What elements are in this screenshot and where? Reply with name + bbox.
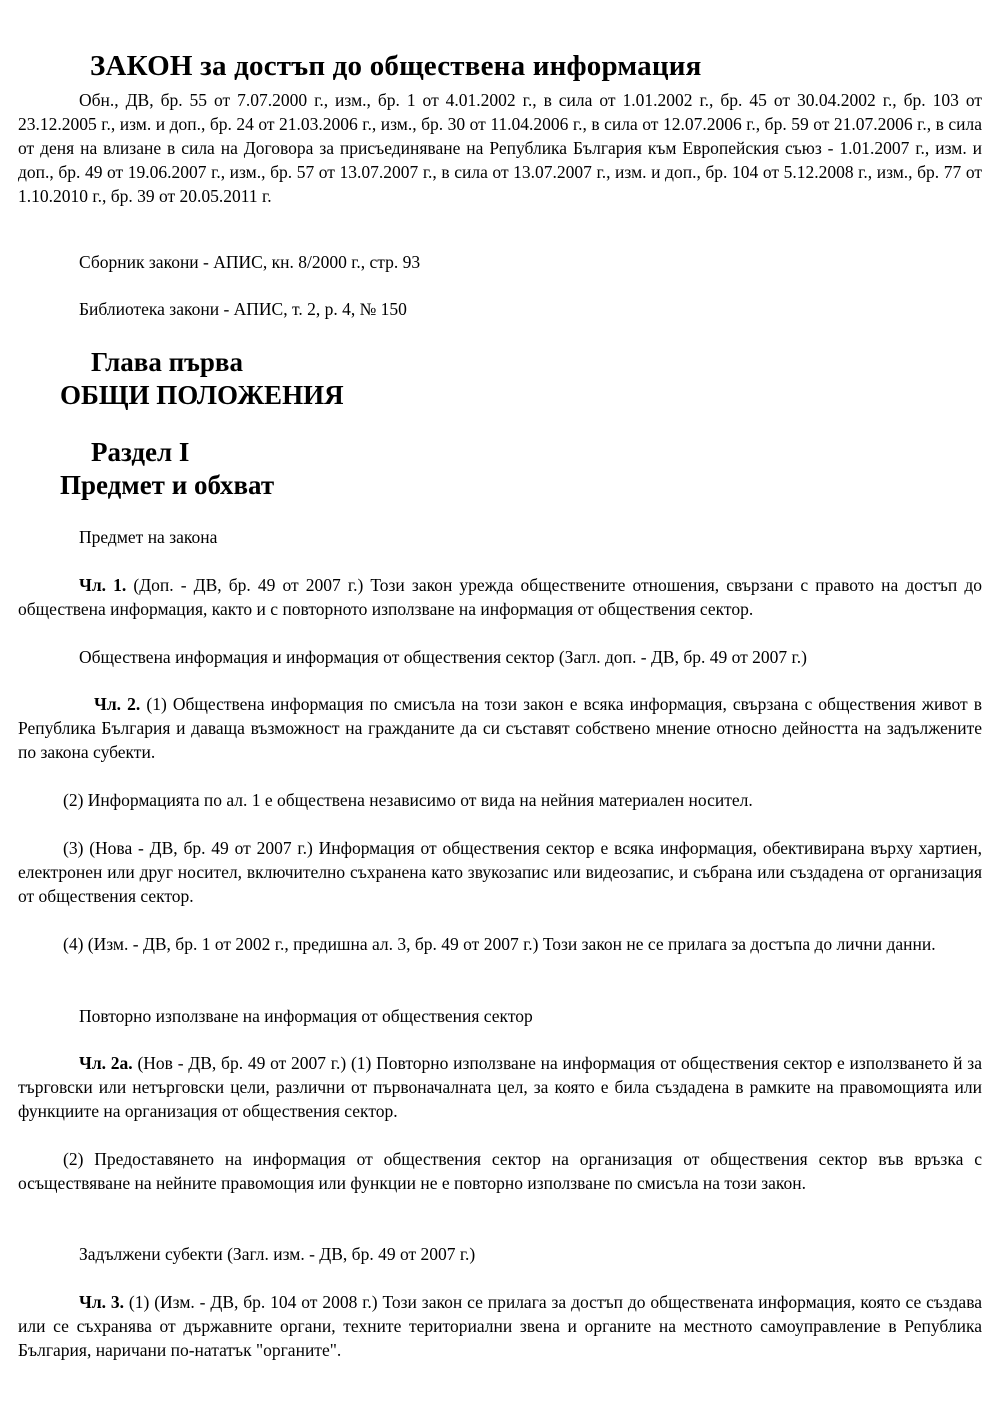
article-2-paragraph-2: (2) Информацията по ал. 1 е обществена независимо от вида на нейния материален носител.: [63, 790, 753, 810]
article-2a-paragraph-1: [18, 1051, 982, 1123]
article-2-paragraph-1: [18, 692, 982, 764]
chapter-name: ОБЩИ ПОЛОЖЕНИЯ: [60, 380, 344, 410]
article-2a-text: (Нов - ДВ, бр. 49 от 2007 г.) (1) Повторно използване на информация от обществения сектор е използването й за търговски или нетърговски цели, различни от първоначалната цел, за която е била създадена в рамките на правомощията или функциите на организация от обществения сектор.: [18, 1053, 982, 1121]
article-2-paragraph-3: (3) (Нова - ДВ, бр. 49 от 2007 г.) Информация от обществения сектор е всяка информация, обективирана върху хартиен, електронен или друг носител, включително съхранена като звукозапис или видеозапис, и събрана или създадена от организация от обществения сектор.: [18, 838, 982, 906]
collection-reference: Сборник закони - АПИС, кн. 8/2000 г., стр. 93: [79, 252, 421, 272]
publication-history: Обн., ДВ, бр. 55 от 7.07.2000 г., изм., бр. 1 от 4.01.2002 г., в сила от 1.01.2002 г., бр. 45 от 30.04.2002 г., бр. 103 от 23.12.2005 г., изм. и доп., бр. 24 от 21.03.2006 г., изм., бр. 30 от 11.04.2006 г., в сила от 12.07.2006 г., бр. 59 от 21.07.2006 г., в сила от деня на влизане в сила на Договора за присъединяване на Република България към Европейския съюз - 1.01.2007 г., изм. и доп., бр. 49 от 19.06.2007 г., изм., бр. 57 от 13.07.2007 г., в сила от 13.07.2007 г., изм. и доп., бр. 104 от 5.12.2008 г., изм., бр. 77 от 1.10.2010 г., бр. 39 от 20.05.2011 г.: [18, 90, 982, 206]
article-1-label: Чл. 1.: [79, 575, 127, 595]
article-2-paragraph-4: (4) (Изм. - ДВ, бр. 1 от 2002 г., предишна ал. 3, бр. 49 от 2007 г.) Този закон не се прилага за достъпа до лични данни.: [63, 934, 936, 954]
section-heading: [60, 436, 274, 502]
article-caption-2: Обществена информация и информация от обществения сектор (Загл. доп. - ДВ, бр. 49 от 2007 г.): [79, 647, 807, 667]
chapter-heading: [60, 346, 344, 412]
article-1: [18, 573, 982, 621]
article-3-label: Чл. 3.: [79, 1292, 125, 1312]
law-title: ЗАКОН за достъп до обществена информация: [90, 50, 702, 82]
article-2-label: Чл. 2.: [94, 694, 141, 714]
article-caption-3: Повторно използване на информация от обществения сектор: [79, 1006, 533, 1026]
article-caption-4: Задължени субекти (Загл. изм. - ДВ, бр. 49 от 2007 г.): [79, 1244, 476, 1264]
article-2-text: (1) Обществена информация по смисъла на този закон е всяка информация, свързана с обществения живот в Република България и даваща възможност на гражданите да си съставят собствено мнение относно дейността на задължените по закона субекти.: [18, 694, 982, 762]
section-number: Раздел I: [91, 437, 190, 467]
chapter-number: Глава първа: [91, 347, 244, 377]
library-reference: Библиотека закони - АПИС, т. 2, р. 4, № 150: [79, 299, 407, 319]
article-1-text: (Доп. - ДВ, бр. 49 от 2007 г.) Този закон урежда обществените отношения, свързани с правото на достъп до обществена информация, както и с повторното използване на информация от обществения сектор.: [18, 575, 982, 619]
article-3-text: (1) (Изм. - ДВ, бр. 104 от 2008 г.) Този закон се прилага за достъп до обществената информация, която се създава или се съхранява от държавните органи, техните териториални звена и органите на местното самоуправление в Република България, наричани по-нататък "органите".: [18, 1292, 982, 1360]
article-2a-paragraph-2: (2) Предоставянето на информация от обществения сектор на организация от обществения сектор във връзка с осъществяване на нейните правомощия или функции не е повторно използване по смисъла на този закон.: [18, 1149, 982, 1193]
article-3-paragraph-1: [18, 1290, 982, 1362]
section-name: Предмет и обхват: [60, 470, 275, 500]
article-caption-1: Предмет на закона: [79, 527, 218, 547]
article-2a-label: Чл. 2а.: [79, 1053, 133, 1073]
